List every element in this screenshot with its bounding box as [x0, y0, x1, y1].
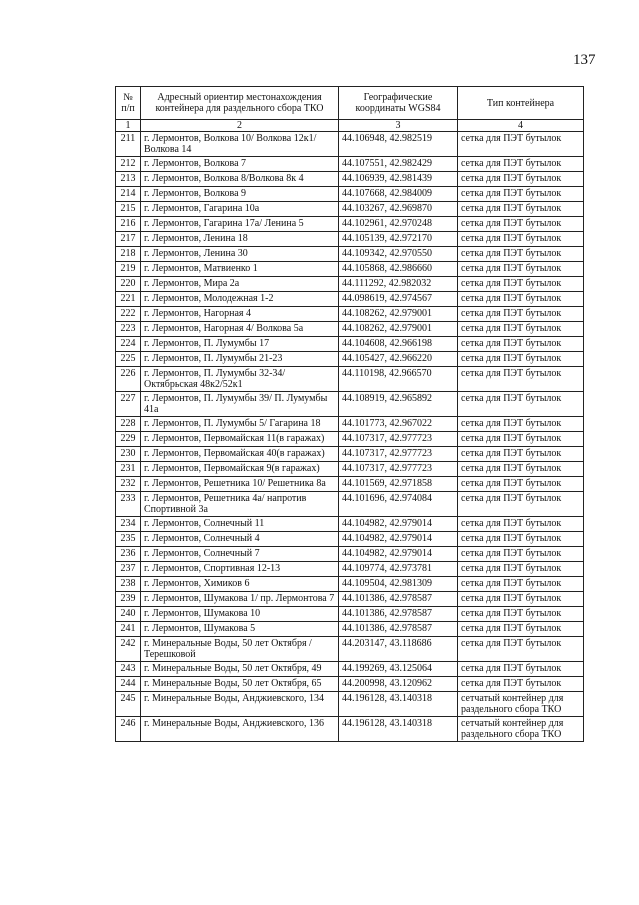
row-address: г. Лермонтов, Шумакова 5: [141, 622, 339, 637]
table-row: [116, 187, 584, 202]
row-number: 246: [116, 717, 141, 742]
row-coordinates: 44.104982, 42.979014: [339, 517, 458, 532]
row-container-type: сетка для ПЭТ бутылок: [458, 517, 584, 532]
table-row: [116, 717, 584, 742]
row-address: г. Лермонтов, Волкова 8/Волкова 8к 4: [141, 172, 339, 187]
table-row: [116, 392, 584, 417]
row-container-type: сетка для ПЭТ бутылок: [458, 592, 584, 607]
row-coordinates: 44.103267, 42.969870: [339, 202, 458, 217]
row-container-type: сетка для ПЭТ бутылок: [458, 292, 584, 307]
row-container-type: сетка для ПЭТ бутылок: [458, 532, 584, 547]
row-number: 216: [116, 217, 141, 232]
table-row: [116, 307, 584, 322]
row-address: г. Лермонтов, Солнечный 7: [141, 547, 339, 562]
row-container-type: сетка для ПЭТ бутылок: [458, 677, 584, 692]
row-coordinates: 44.109342, 42.970550: [339, 247, 458, 262]
row-container-type: сетка для ПЭТ бутылок: [458, 637, 584, 662]
row-number: 241: [116, 622, 141, 637]
row-number: 222: [116, 307, 141, 322]
table-row: [116, 492, 584, 517]
row-container-type: сетчатый контейнер для раздельного сбора ТКО: [458, 692, 584, 717]
row-number: 236: [116, 547, 141, 562]
row-coordinates: 44.111292, 42.982032: [339, 277, 458, 292]
row-container-type: сетка для ПЭТ бутылок: [458, 262, 584, 277]
row-address: г. Лермонтов, Гагарина 10а: [141, 202, 339, 217]
row-coordinates: 44.101386, 42.978587: [339, 592, 458, 607]
row-coordinates: 44.101696, 42.974084: [339, 492, 458, 517]
row-container-type: сетка для ПЭТ бутылок: [458, 187, 584, 202]
row-coordinates: 44.107668, 42.984009: [339, 187, 458, 202]
row-container-type: сетка для ПЭТ бутылок: [458, 622, 584, 637]
row-address: г. Лермонтов, П. Лумумбы 17: [141, 337, 339, 352]
row-number: 217: [116, 232, 141, 247]
row-container-type: сетка для ПЭТ бутылок: [458, 247, 584, 262]
row-number: 227: [116, 392, 141, 417]
row-coordinates: 44.107317, 42.977723: [339, 462, 458, 477]
table-row: [116, 622, 584, 637]
row-coordinates: 44.104608, 42.966198: [339, 337, 458, 352]
table-row: [116, 172, 584, 187]
row-number: 211: [116, 132, 141, 157]
row-coordinates: 44.105868, 42.986660: [339, 262, 458, 277]
row-container-type: сетка для ПЭТ бутылок: [458, 562, 584, 577]
row-address: г. Лермонтов, Нагорная 4/ Волкова 5а: [141, 322, 339, 337]
table-row: [116, 432, 584, 447]
row-address: г. Лермонтов, Ленина 18: [141, 232, 339, 247]
row-number: 234: [116, 517, 141, 532]
table-row: [116, 352, 584, 367]
row-address: г. Минеральные Воды, 50 лет Октября / Терешковой: [141, 637, 339, 662]
row-coordinates: 44.107317, 42.977723: [339, 447, 458, 462]
table-row: [116, 202, 584, 217]
table-row: [116, 462, 584, 477]
row-coordinates: 44.102961, 42.970248: [339, 217, 458, 232]
table-row: [116, 532, 584, 547]
row-address: г. Лермонтов, П. Лумумбы 39/ П. Лумумбы 41а: [141, 392, 339, 417]
row-address: г. Лермонтов, Химиков 6: [141, 577, 339, 592]
row-address: г. Лермонтов, Волкова 10/ Волкова 12к1/ Волкова 14: [141, 132, 339, 157]
row-container-type: сетчатый контейнер для раздельного сбора ТКО: [458, 717, 584, 742]
table-row: [116, 262, 584, 277]
row-number: 245: [116, 692, 141, 717]
row-address: г. Минеральные Воды, 50 лет Октября, 65: [141, 677, 339, 692]
table-row: [116, 692, 584, 717]
row-number: 219: [116, 262, 141, 277]
row-container-type: сетка для ПЭТ бутылок: [458, 577, 584, 592]
row-address: г. Лермонтов, Шумакова 1/ пр. Лермонтова 7: [141, 592, 339, 607]
row-container-type: сетка для ПЭТ бутылок: [458, 447, 584, 462]
row-number: 224: [116, 337, 141, 352]
row-number: 226: [116, 367, 141, 392]
row-number: 223: [116, 322, 141, 337]
row-coordinates: 44.098619, 42.974567: [339, 292, 458, 307]
row-number: 239: [116, 592, 141, 607]
row-address: г. Лермонтов, Матвиенко 1: [141, 262, 339, 277]
row-coordinates: 44.105139, 42.972170: [339, 232, 458, 247]
table-row: [116, 517, 584, 532]
header-address: Адресный ориентир местонахождения контейнера для раздельного сбора ТКО: [141, 87, 339, 120]
table-row: [116, 417, 584, 432]
table-row: [116, 477, 584, 492]
row-container-type: сетка для ПЭТ бутылок: [458, 492, 584, 517]
row-coordinates: 44.109774, 42.973781: [339, 562, 458, 577]
row-container-type: сетка для ПЭТ бутылок: [458, 217, 584, 232]
row-coordinates: 44.107317, 42.977723: [339, 432, 458, 447]
row-number: 243: [116, 662, 141, 677]
row-number: 225: [116, 352, 141, 367]
row-address: г. Лермонтов, Волкова 9: [141, 187, 339, 202]
row-number: 214: [116, 187, 141, 202]
row-coordinates: 44.104982, 42.979014: [339, 547, 458, 562]
row-address: г. Лермонтов, Мира 2а: [141, 277, 339, 292]
row-container-type: сетка для ПЭТ бутылок: [458, 607, 584, 622]
row-container-type: сетка для ПЭТ бутылок: [458, 232, 584, 247]
container-table: [115, 86, 584, 742]
row-coordinates: 44.203147, 43.118686: [339, 637, 458, 662]
row-container-type: сетка для ПЭТ бутылок: [458, 202, 584, 217]
row-address: г. Лермонтов, Шумакова 10: [141, 607, 339, 622]
row-number: 213: [116, 172, 141, 187]
table-row: [116, 132, 584, 157]
row-number: 220: [116, 277, 141, 292]
row-coordinates: 44.196128, 43.140318: [339, 692, 458, 717]
table-row: [116, 217, 584, 232]
row-number: 235: [116, 532, 141, 547]
row-container-type: сетка для ПЭТ бутылок: [458, 307, 584, 322]
row-address: г. Лермонтов, Первомайская 9(в гаражах): [141, 462, 339, 477]
row-number: 229: [116, 432, 141, 447]
row-address: г. Лермонтов, Решетника 4а/ напротив Спортивной 3а: [141, 492, 339, 517]
row-address: г. Лермонтов, Ленина 30: [141, 247, 339, 262]
row-coordinates: 44.101569, 42.971858: [339, 477, 458, 492]
column-number-1: 1: [116, 120, 141, 132]
row-container-type: сетка для ПЭТ бутылок: [458, 392, 584, 417]
row-coordinates: 44.107551, 42.982429: [339, 157, 458, 172]
row-container-type: сетка для ПЭТ бутылок: [458, 367, 584, 392]
row-address: г. Минеральные Воды, Анджиевского, 136: [141, 717, 339, 742]
row-container-type: сетка для ПЭТ бутылок: [458, 352, 584, 367]
row-container-type: сетка для ПЭТ бутылок: [458, 417, 584, 432]
table-row: [116, 662, 584, 677]
row-number: 230: [116, 447, 141, 462]
row-address: г. Лермонтов, П. Лумумбы 21-23: [141, 352, 339, 367]
row-container-type: сетка для ПЭТ бутылок: [458, 432, 584, 447]
row-container-type: сетка для ПЭТ бутылок: [458, 172, 584, 187]
row-address: г. Минеральные Воды, 50 лет Октября, 49: [141, 662, 339, 677]
row-container-type: сетка для ПЭТ бутылок: [458, 157, 584, 172]
table-header: [116, 87, 584, 132]
table-body: [116, 132, 584, 742]
row-number: 221: [116, 292, 141, 307]
row-container-type: сетка для ПЭТ бутылок: [458, 132, 584, 157]
column-number-2: 2: [141, 120, 339, 132]
row-number: 228: [116, 417, 141, 432]
table-row: [116, 577, 584, 592]
row-container-type: сетка для ПЭТ бутылок: [458, 547, 584, 562]
table-row: [116, 232, 584, 247]
row-address: г. Лермонтов, Спортивная 12-13: [141, 562, 339, 577]
row-number: 218: [116, 247, 141, 262]
table-row: [116, 247, 584, 262]
table-row: [116, 277, 584, 292]
table-row: [116, 337, 584, 352]
row-address: г. Минеральные Воды, Анджиевского, 134: [141, 692, 339, 717]
row-coordinates: 44.108262, 42.979001: [339, 307, 458, 322]
row-address: г. Лермонтов, Первомайская 40(в гаражах): [141, 447, 339, 462]
row-coordinates: 44.106948, 42.982519: [339, 132, 458, 157]
table-row: [116, 592, 584, 607]
row-coordinates: 44.109504, 42.981309: [339, 577, 458, 592]
row-coordinates: 44.106939, 42.981439: [339, 172, 458, 187]
table-row: [116, 322, 584, 337]
row-address: г. Лермонтов, П. Лумумбы 32-34/ Октябрьская 48к2/52к1: [141, 367, 339, 392]
header-coordinates: Географические координаты WGS84: [339, 87, 458, 120]
table-row: [116, 677, 584, 692]
header-container-type: Тип контейнера: [458, 87, 584, 120]
row-address: г. Лермонтов, Солнечный 4: [141, 532, 339, 547]
row-coordinates: 44.199269, 43.125064: [339, 662, 458, 677]
row-number: 232: [116, 477, 141, 492]
row-number: 233: [116, 492, 141, 517]
table-row: [116, 562, 584, 577]
column-number-4: 4: [458, 120, 584, 132]
row-address: г. Лермонтов, Гагарина 17а/ Ленина 5: [141, 217, 339, 232]
table-row: [116, 547, 584, 562]
row-container-type: сетка для ПЭТ бутылок: [458, 662, 584, 677]
table-row: [116, 367, 584, 392]
row-coordinates: 44.108919, 42.965892: [339, 392, 458, 417]
row-container-type: сетка для ПЭТ бутылок: [458, 322, 584, 337]
row-coordinates: 44.105427, 42.966220: [339, 352, 458, 367]
page-number: 137: [573, 52, 596, 68]
row-coordinates: 44.200998, 43.120962: [339, 677, 458, 692]
row-container-type: сетка для ПЭТ бутылок: [458, 277, 584, 292]
row-coordinates: 44.196128, 43.140318: [339, 717, 458, 742]
row-number: 212: [116, 157, 141, 172]
column-number-3: 3: [339, 120, 458, 132]
table-row: [116, 607, 584, 622]
row-address: г. Лермонтов, Волкова 7: [141, 157, 339, 172]
table-row: [116, 637, 584, 662]
row-container-type: сетка для ПЭТ бутылок: [458, 337, 584, 352]
row-number: 215: [116, 202, 141, 217]
row-coordinates: 44.108262, 42.979001: [339, 322, 458, 337]
row-address: г. Лермонтов, Солнечный 11: [141, 517, 339, 532]
row-coordinates: 44.101386, 42.978587: [339, 622, 458, 637]
row-number: 240: [116, 607, 141, 622]
row-number: 242: [116, 637, 141, 662]
table-row: [116, 157, 584, 172]
row-number: 244: [116, 677, 141, 692]
row-coordinates: 44.104982, 42.979014: [339, 532, 458, 547]
header-number: № п/п: [116, 87, 141, 120]
table-row: [116, 447, 584, 462]
row-address: г. Лермонтов, Нагорная 4: [141, 307, 339, 322]
row-number: 237: [116, 562, 141, 577]
row-coordinates: 44.101386, 42.978587: [339, 607, 458, 622]
row-container-type: сетка для ПЭТ бутылок: [458, 462, 584, 477]
row-coordinates: 44.110198, 42.966570: [339, 367, 458, 392]
row-coordinates: 44.101773, 42.967022: [339, 417, 458, 432]
row-number: 231: [116, 462, 141, 477]
table-row: [116, 292, 584, 307]
row-address: г. Лермонтов, Первомайская 11(в гаражах): [141, 432, 339, 447]
row-address: г. Лермонтов, Молодежная 1-2: [141, 292, 339, 307]
row-container-type: сетка для ПЭТ бутылок: [458, 477, 584, 492]
row-number: 238: [116, 577, 141, 592]
row-address: г. Лермонтов, П. Лумумбы 5/ Гагарина 18: [141, 417, 339, 432]
row-address: г. Лермонтов, Решетника 10/ Решетника 8а: [141, 477, 339, 492]
